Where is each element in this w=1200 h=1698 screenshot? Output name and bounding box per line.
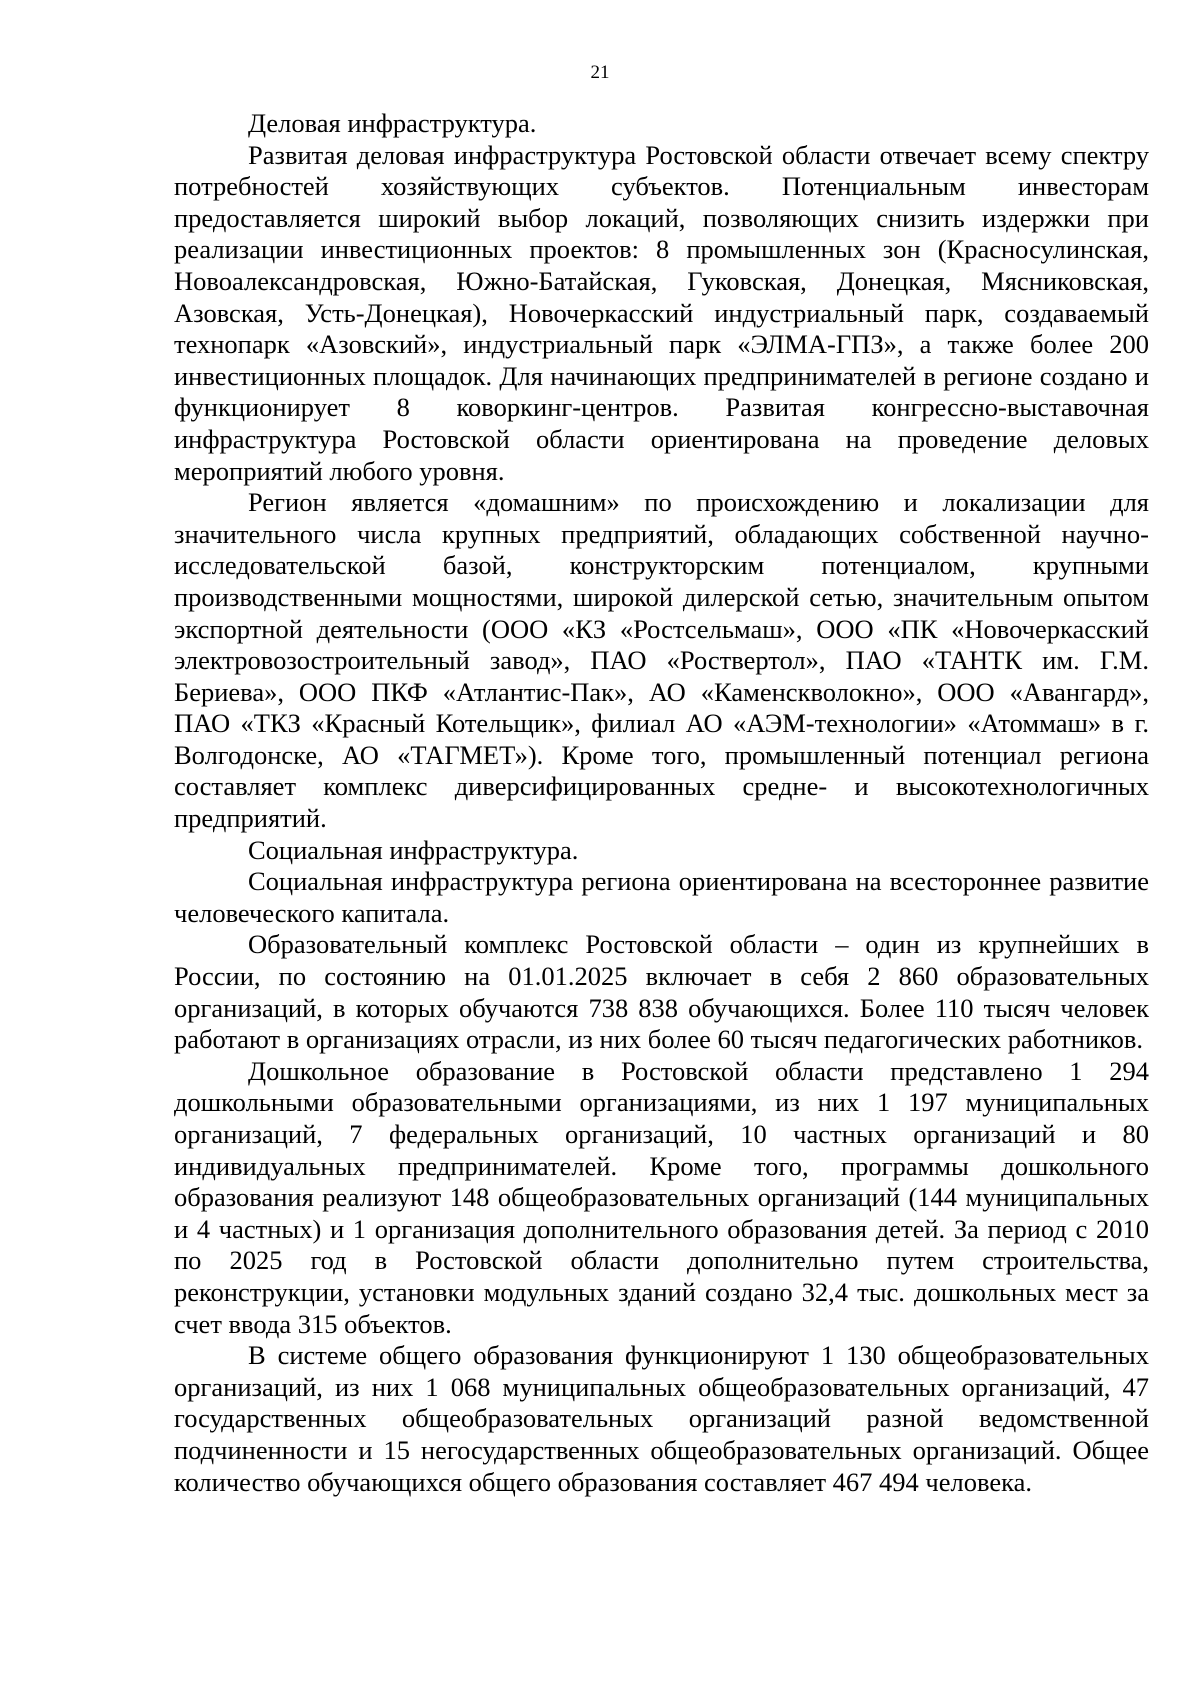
section-heading-business-infrastructure: Деловая инфраструктура. (248, 108, 537, 138)
section-heading-social-infrastructure: Социальная инфраструктура. (248, 834, 579, 865)
paragraph-business-infrastructure: Развитая деловая инфраструктура Ростовской области отвечает всему спектру потребностей хозяйствующих субъектов. Потенциальным инвесторам предоставляется широкий выбор локаций, позволяющих снизить издержки при реализации инвестиционных проектов: 8 промышленных зон (Красносулинская, Новоалександровская, Южно-Батайская, Гуковская, Донецкая, Мясниковская, Азовская, Усть-Донецкая), Новочеркасский индустриальный парк, создаваемый технопарк «Азовский», индустриальный парк «ЭЛМА-ГПЗ», а также более 200 инвестиционных площадок. Для начинающих предпринимателей в регионе создано и функционирует 8 коворкинг-центров. Развитая конгрессно-выставочная инфраструктура Ростовской области ориентирована на проведение деловых мероприятий любого уровня. (174, 139, 1149, 486)
page-number: 21 (590, 62, 610, 83)
paragraph-social-infrastructure: Социальная инфраструктура региона ориентирована на всестороннее развитие человеческого капитала. (174, 866, 1149, 928)
paragraph-education-complex: Образовательный комплекс Ростовской области – один из крупнейших в России, по состоянию на 01.01.2025 включает в себя 2 860 образовательных организаций, в которых обучаются 738 838 обучающихся. Более 110 тысяч человек работают в организациях отрасли, из них более 60 тысяч педагогических работников. (174, 929, 1149, 1055)
document-body (174, 108, 1149, 1498)
paragraph-general-education: В системе общего образования функционируют 1 130 общеобразовательных организаций, из них 1 068 муниципальных общеобразовательных организаций, 47 государственных общеобразовательных организаций разной ведомственной подчиненности и 15 негосударственных общеобразовательных организаций. Общее количество обучающихся общего образования составляет 467 494 человека. (174, 1340, 1149, 1497)
paragraph-home-enterprises: Регион является «домашним» по происхождению и локализации для значительного числа крупных предприятий, обладающих собственной научно-исследовательской базой, конструкторским потенциалом, крупными производственными мощностями, широкой дилерской сетью, значительным опытом экспортной деятельности (ООО «КЗ «Ростсельмаш», ООО «ПК «Новочеркасский электровозостроительный завод», ПАО «Роствертол», ПАО «ТАНТК им. Г.М. Бериева», ООО ПКФ «Атлантис-Пак», АО «Каменскволокно», ООО «Авангард», ПАО «ТКЗ «Красный Котельщик», филиал АО «АЭМ-технологии» «Атоммаш» в г. Волгодонске, АО «ТАГМЕТ»). Кроме того, промышленный потенциал региона составляет комплекс диверсифицированных средне- и высокотехнологичных предприятий. (174, 487, 1149, 834)
paragraph-preschool-education: Дошкольное образование в Ростовской области представлено 1 294 дошкольными образовательными организациями, из них 1 197 муниципальных организаций, 7 федеральных организаций, 10 частных организаций и 80 индивидуальных предпринимателей. Кроме того, программы дошкольного образования реализуют 148 общеобразовательных организаций (144 муниципальных и 4 частных) и 1 организация дополнительного образования детей. За период с 2010 по 2025 год в Ростовской области дополнительно путем строительства, реконструкции, установки модульных зданий создано 32,4 тыс. дошкольных мест за счет ввода 315 объектов. (174, 1055, 1149, 1339)
